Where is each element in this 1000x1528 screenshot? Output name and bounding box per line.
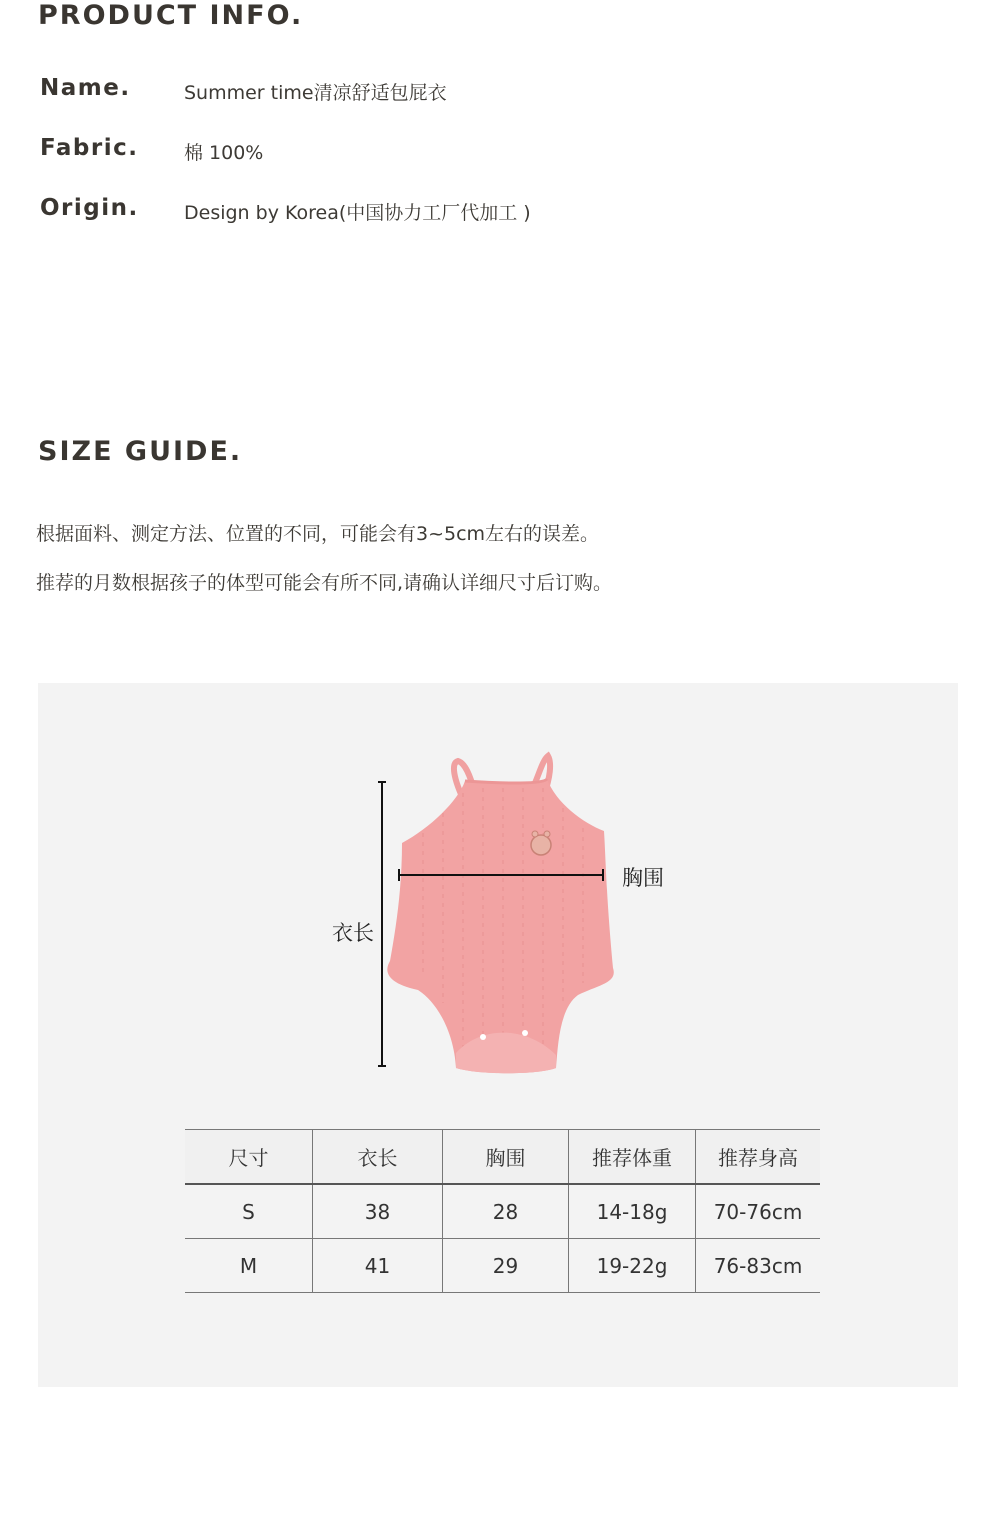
bear-patch-icon xyxy=(531,835,551,855)
cell-size: S xyxy=(185,1184,313,1239)
snap-button-left xyxy=(480,1034,486,1040)
fabric-value: 棉 100% xyxy=(184,142,264,164)
snap-button-right xyxy=(522,1030,528,1036)
product-info-heading: PRODUCT INFO. xyxy=(38,0,304,31)
info-row-origin xyxy=(40,195,740,229)
size-table-header xyxy=(185,1130,820,1185)
header-length: 衣长 xyxy=(313,1130,443,1185)
garment-diagram xyxy=(38,683,958,1123)
table-row xyxy=(185,1239,820,1293)
cell-length: 41 xyxy=(313,1239,443,1293)
cell-height: 76-83cm xyxy=(696,1239,821,1293)
header-chest: 胸围 xyxy=(443,1130,569,1185)
header-height: 推荐身高 xyxy=(696,1130,821,1185)
origin-label: Origin. xyxy=(40,195,139,221)
length-label: 衣长 xyxy=(332,921,374,945)
size-table xyxy=(185,1129,820,1293)
header-size: 尺寸 xyxy=(185,1130,313,1185)
cell-weight: 14-18g xyxy=(569,1184,696,1239)
size-note-1: 根据面料、测定方法、位置的不同，可能会有3~5cm左右的误差。 xyxy=(36,523,600,545)
cell-size: M xyxy=(185,1239,313,1293)
name-label: Name. xyxy=(40,75,131,101)
cell-chest: 29 xyxy=(443,1239,569,1293)
cell-height: 70-76cm xyxy=(696,1184,821,1239)
cell-chest: 28 xyxy=(443,1184,569,1239)
info-row-fabric xyxy=(40,135,740,169)
info-row-name xyxy=(40,75,740,109)
size-guide-heading: SIZE GUIDE. xyxy=(38,436,243,467)
header-weight: 推荐体重 xyxy=(569,1130,696,1185)
chest-label: 胸围 xyxy=(622,866,664,890)
bodysuit-shape xyxy=(387,779,613,1073)
cell-weight: 19-22g xyxy=(569,1239,696,1293)
origin-value: Design by Korea(中国协力工厂代加工 ) xyxy=(184,202,531,224)
fabric-label: Fabric. xyxy=(40,135,139,161)
size-chart-panel xyxy=(38,683,958,1387)
name-value: Summer time清凉舒适包屁衣 xyxy=(184,82,447,104)
size-note-2: 推荐的月数根据孩子的体型可能会有所不同,请确认详细尺寸后订购。 xyxy=(36,572,613,594)
cell-length: 38 xyxy=(313,1184,443,1239)
table-row xyxy=(185,1184,820,1239)
